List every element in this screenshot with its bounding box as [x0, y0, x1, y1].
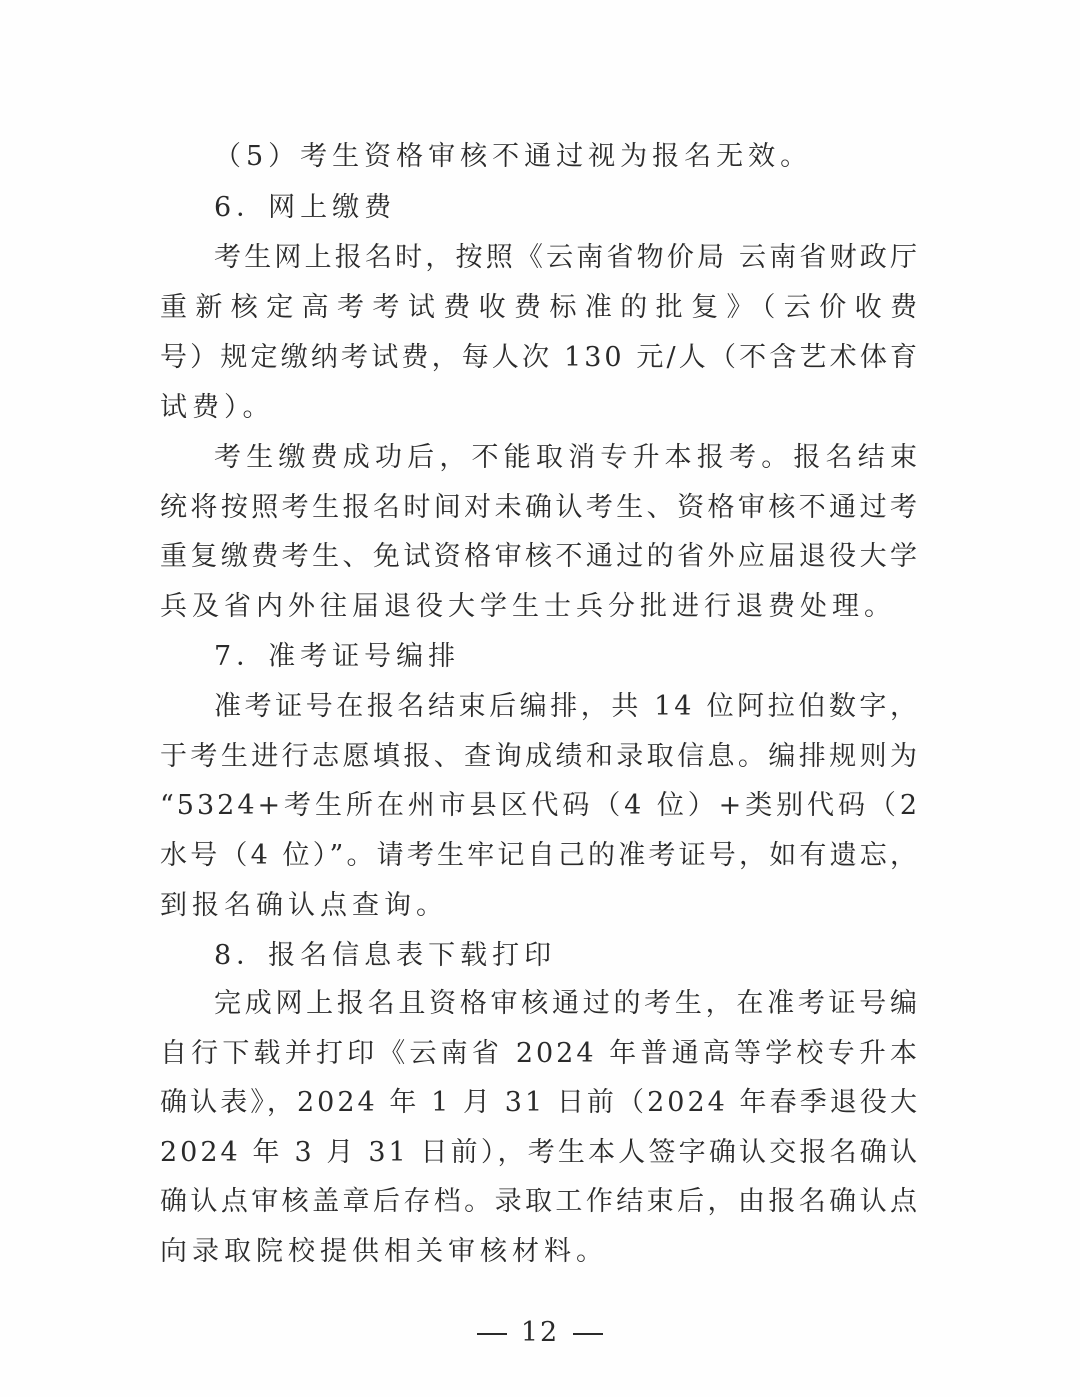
section-heading: 6．网上缴费	[214, 192, 397, 223]
text-line: 于考生进行志愿填报、查询成绩和录取信息。编排规则为	[160, 741, 920, 772]
text-line: 水号（4 位）”。请考生牢记自己的准考证号，如有遗忘，	[160, 840, 920, 871]
text-line: 重新核定高考考试费收费标准的批复》（云价收费	[160, 292, 920, 323]
text-line: 确认点审核盖章后存档。录取工作结束后，由报名确认点	[160, 1186, 920, 1217]
text-line: 考生缴费成功后，不能取消专升本报考。报名结束	[214, 442, 920, 473]
text-line: 向录取院校提供相关审核材料。	[160, 1236, 608, 1267]
text-line: “5324+考生所在州市县区代码（4 位）+类别代码（2	[160, 790, 920, 821]
dash-right	[573, 1333, 603, 1335]
text-line: 重复缴费考生、免试资格审核不通过的省外应届退役大学	[160, 541, 920, 572]
section-heading: 7．准考证号编排	[214, 641, 461, 672]
text-line: （5）考生资格审核不通过视为报名无效。	[214, 141, 813, 172]
text-line: 号）规定缴纳考试费，每人次 130 元/人（不含艺术体育	[160, 342, 920, 373]
text-line: 兵及省内外往届退役大学生士兵分批进行退费处理。	[160, 591, 896, 622]
text-line: 2024 年 3 月 31 日前），考生本人签字确认交报名确认	[160, 1137, 920, 1168]
page-number-value: 12	[520, 1317, 560, 1348]
text-line: 确认表》，2024 年 1 月 31 日前（2024 年春季退役大	[160, 1087, 920, 1118]
text-line: 考生网上报名时，按照《云南省物价局 云南省财政厅	[214, 242, 920, 273]
text-line: 试费）。	[160, 392, 275, 423]
text-line: 自行下载并打印《云南省 2024 年普通高等学校专升本	[160, 1038, 920, 1069]
page-number	[0, 1313, 1080, 1353]
text-line: 完成网上报名且资格审核通过的考生，在准考证号编	[214, 988, 920, 1019]
text-line: 准考证号在报名结束后编排，共 14 位阿拉伯数字，	[214, 691, 920, 722]
text-line: 统将按照考生报名时间对未确认考生、资格审核不通过考	[160, 492, 920, 523]
text-line: 到报名确认点查询。	[160, 890, 448, 921]
dash-left	[477, 1333, 507, 1335]
section-heading: 8．报名信息表下载打印	[214, 940, 557, 971]
